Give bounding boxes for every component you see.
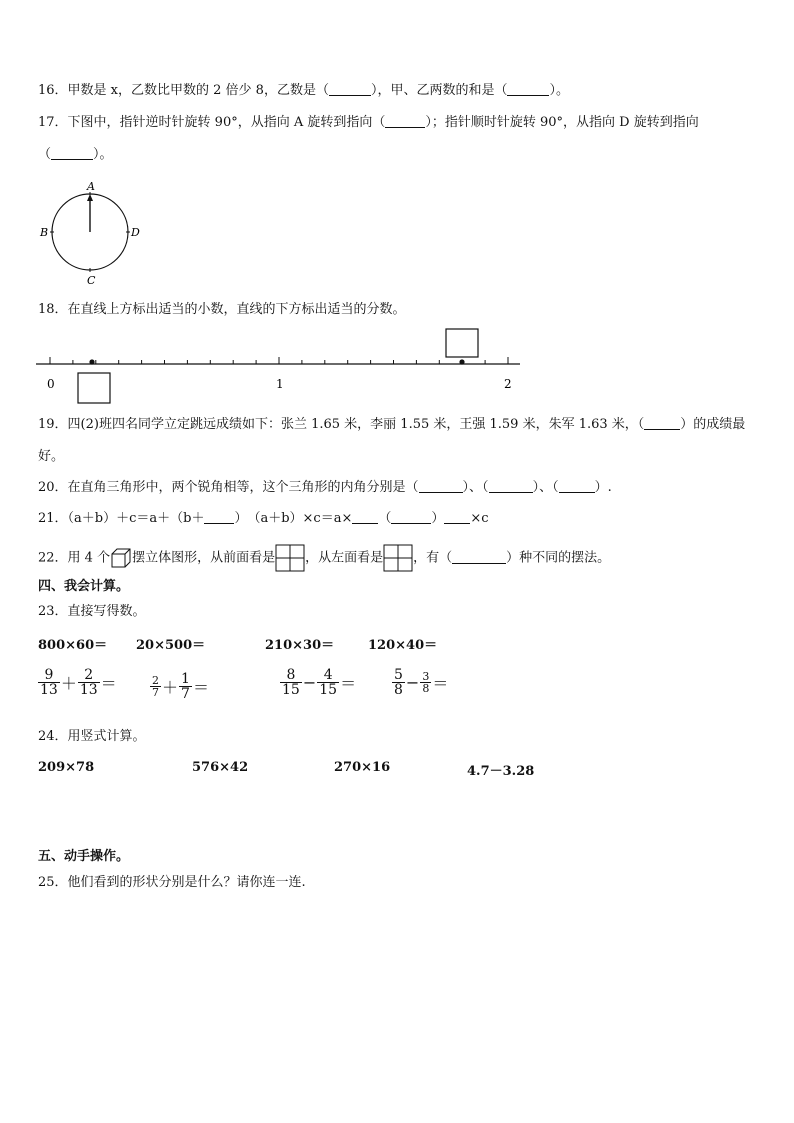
q23-item-3: 210×30＝ — [265, 638, 335, 653]
numerator: 2 — [152, 674, 159, 687]
denominator: 13 — [40, 682, 58, 698]
q21-text-c: （ — [378, 511, 392, 526]
q21-text-e: ×c — [470, 511, 489, 526]
q22-text-d: ，有（ — [413, 550, 453, 566]
q21-text-b: ） （a＋b）×c＝a× — [234, 511, 353, 526]
q17-text-c-open: （ — [38, 147, 52, 162]
q23-fraction-4 — [392, 668, 449, 697]
q16-text-b: ），甲、乙两数的和是（ — [370, 83, 508, 98]
numerator: 3 — [422, 670, 430, 683]
numerator: 4 — [317, 668, 339, 683]
q23-fraction-1 — [38, 668, 118, 697]
minus-sign: − — [405, 673, 420, 692]
q22-blank[interactable] — [452, 551, 506, 564]
numerator: 9 — [38, 668, 60, 683]
q16-blank-2[interactable] — [507, 83, 549, 96]
q24-item-2: 576×42 — [192, 760, 249, 775]
q20-text-c: ）、（ — [532, 480, 559, 495]
q21-blank-1[interactable] — [204, 511, 234, 524]
q22-text-b: 摆立体图形，从前面看是 — [132, 550, 276, 566]
q23-item-2: 20×500＝ — [136, 638, 206, 653]
question-17 — [38, 114, 699, 132]
q23-fraction-3 — [280, 668, 357, 697]
label-b: B — [40, 226, 49, 239]
question-18 — [38, 301, 406, 319]
q19-blank[interactable] — [644, 417, 680, 430]
answer-box-below[interactable] — [78, 373, 110, 403]
question-24-title: 24．用竖式计算。 — [38, 729, 146, 744]
point-2 — [459, 359, 464, 364]
question-17-line-2 — [38, 146, 113, 164]
q16-blank-1[interactable] — [329, 83, 371, 96]
numerator: 8 — [280, 668, 302, 683]
equals-sign: ＝ — [192, 678, 209, 697]
equals-sign: ＝ — [340, 674, 357, 693]
q24-item-1: 209×78 — [38, 760, 95, 775]
section-4-heading: 四、我会计算。 — [38, 579, 130, 594]
q17-text-a: 17．下图中，指针逆时针旋转 90°，从指向 A 旋转到指向（ — [38, 115, 386, 130]
q20-text-b: ）、（ — [462, 480, 489, 495]
question-21 — [38, 510, 489, 528]
tick-label-1: 1 — [276, 377, 284, 391]
denominator: 15 — [282, 682, 300, 698]
q17-blank-1[interactable] — [385, 115, 425, 128]
question-19-line-2 — [38, 448, 64, 466]
q24-item-4: 4.7－3.28 — [467, 764, 535, 779]
q19-text-b: ）的成绩最 — [680, 417, 746, 432]
question-19 — [38, 416, 745, 434]
number-line-ticks — [50, 357, 508, 364]
question-16 — [38, 82, 569, 100]
question-23-title: 23．直接写得数。 — [38, 604, 146, 619]
q19-text-a: 19．四(2)班四名同学立定跳远成绩如下：张兰 1.65 米，李丽 1.55 米，王强 1.59 米，朱军 1.63 米，（ — [38, 417, 645, 432]
denominator: 7 — [152, 686, 159, 699]
denominator: 7 — [181, 686, 190, 702]
section-5-heading: 五、动手操作。 — [38, 849, 130, 864]
q21-blank-4[interactable] — [444, 511, 470, 524]
q18-text: 18．在直线上方标出适当的小数，直线的下方标出适当的分数。 — [38, 302, 406, 317]
denominator: 8 — [422, 682, 430, 695]
q16-text-a: 16．甲数是 x，乙数比甲数的 2 倍少 8，乙数是（ — [38, 83, 329, 98]
q19-text-c: 好。 — [38, 449, 65, 464]
q23-item-4: 120×40＝ — [368, 638, 438, 653]
q20-text-a: 20．在直角三角形中，两个锐角相等，这个三角形的内角分别是（ — [38, 480, 419, 495]
denominator: 15 — [319, 682, 338, 698]
answer-box-above[interactable] — [446, 329, 478, 357]
question-22 — [38, 544, 610, 572]
q24-item-3: 270×16 — [334, 760, 391, 775]
q22-text-a: 22．用 4 个 — [38, 550, 111, 566]
q17-blank-2[interactable] — [51, 147, 93, 160]
q17-text-c-close: ）。 — [93, 147, 113, 162]
clock-figure — [36, 178, 146, 288]
question-20 — [38, 479, 612, 497]
denominator: 8 — [394, 682, 403, 698]
label-d: D — [131, 226, 140, 239]
q20-blank-3[interactable] — [559, 480, 595, 493]
question-25: 25．他们看到的形状分别是什么？请你连一连. — [38, 875, 306, 890]
tick-label-2: 2 — [504, 377, 512, 391]
numerator: 1 — [181, 671, 190, 687]
q17-text-b: ）；指针顺时针旋转 90°，从指向 D 旋转到指向 — [425, 115, 699, 130]
q21-text-a: 21．（a＋b）＋c＝a＋（b＋ — [38, 511, 205, 526]
left-view-icon — [383, 544, 413, 572]
cube-icon — [110, 547, 132, 569]
numerator: 2 — [78, 668, 100, 683]
q22-text-e: ）种不同的摆法。 — [506, 550, 611, 566]
q21-text-d: ） — [431, 511, 445, 526]
q21-blank-3[interactable] — [391, 511, 431, 524]
equals-sign: ＝ — [100, 674, 117, 693]
minus-sign: − — [302, 673, 317, 692]
q20-blank-1[interactable] — [419, 480, 463, 493]
plus-sign: ＋ — [162, 678, 179, 697]
front-view-icon — [275, 544, 305, 572]
plus-sign: ＋ — [60, 674, 77, 693]
label-c: C — [87, 274, 96, 287]
number-line-figure — [30, 325, 530, 405]
q23-item-1: 800×60＝ — [38, 638, 108, 653]
numerator: 5 — [394, 667, 403, 683]
point-1 — [89, 359, 94, 364]
q23-fraction-2 — [150, 672, 210, 701]
q22-text-c: ，从左面看是 — [305, 550, 384, 566]
q16-text-c: ）。 — [549, 83, 569, 98]
label-a: A — [87, 180, 95, 193]
denominator: 13 — [79, 682, 98, 698]
q20-blank-2[interactable] — [489, 480, 533, 493]
tick-label-0: 0 — [47, 377, 55, 391]
equals-sign: ＝ — [432, 674, 449, 693]
q20-text-d: ）. — [594, 480, 612, 495]
q21-blank-2[interactable] — [352, 511, 378, 524]
